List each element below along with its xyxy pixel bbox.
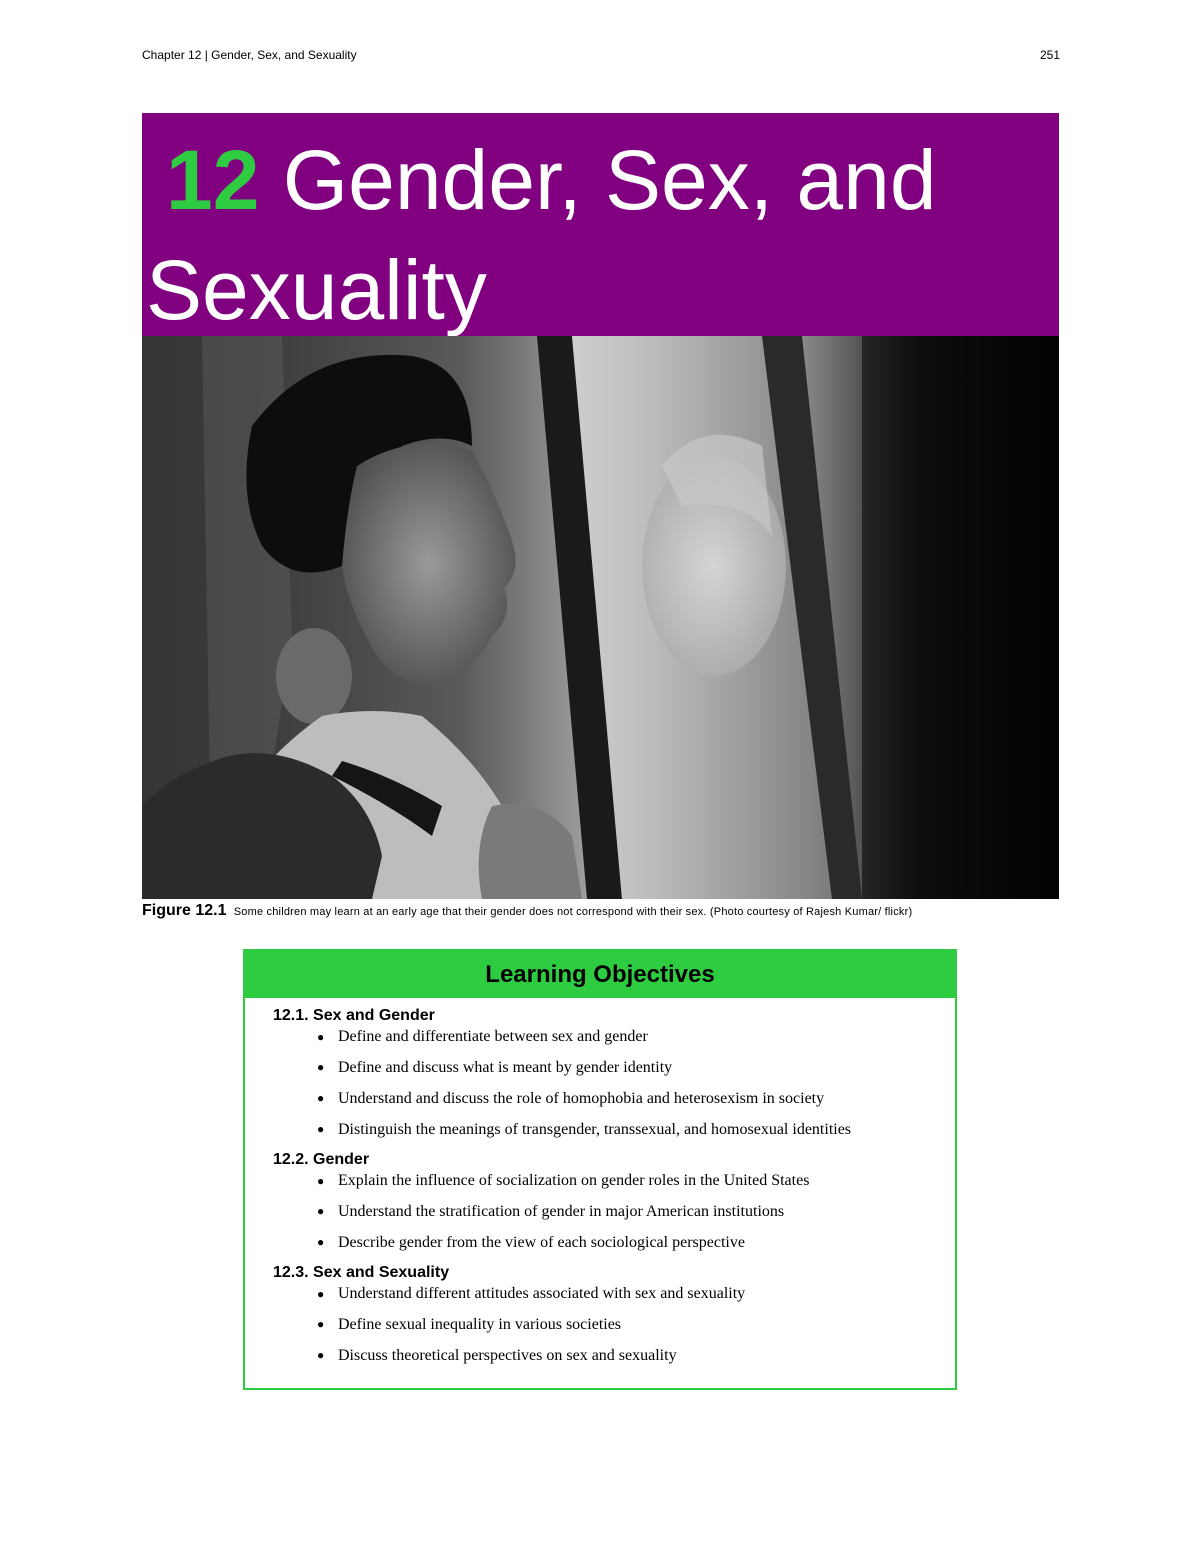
- objective-text: Describe gender from the view of each sociological perspective: [338, 1234, 745, 1251]
- learning-objectives-heading: Learning Objectives: [245, 951, 955, 998]
- objective-text: Define sexual inequality in various societies: [338, 1316, 622, 1333]
- objective-text: Define and differentiate between sex and gender: [338, 1028, 648, 1045]
- figure-caption: [142, 904, 1042, 919]
- bullet-icon: ●: [317, 1317, 325, 1331]
- objective-item: [313, 1052, 955, 1083]
- bullet-icon: ●: [317, 1122, 325, 1136]
- objective-item: [313, 1083, 955, 1114]
- objective-item: [313, 1283, 955, 1305]
- objective-section-title: 12.1. Sex and Gender: [273, 1007, 435, 1024]
- page-number: 251: [1039, 48, 1060, 62]
- objective-section: [273, 1006, 955, 1145]
- objective-item: [313, 1114, 955, 1145]
- objective-section: [273, 1150, 955, 1258]
- objective-text: Define and discuss what is meant by gender identity: [338, 1059, 673, 1076]
- objective-text: Understand different attitudes associated with sex and sexuality: [338, 1285, 746, 1302]
- bullet-icon: ●: [317, 1091, 325, 1105]
- chapter-title-banner: [142, 113, 1059, 336]
- bullet-icon: ●: [317, 1030, 325, 1044]
- objective-item: [313, 1227, 955, 1258]
- objective-text: Distinguish the meanings of transgender, transsexual, and homosexual identities: [338, 1121, 852, 1138]
- bullet-icon: ●: [317, 1204, 325, 1218]
- learning-objectives-box: [243, 949, 957, 1390]
- bullet-icon: ●: [317, 1287, 325, 1301]
- objective-item: [313, 1026, 955, 1048]
- objective-text: Understand the stratification of gender in major American institutions: [338, 1203, 785, 1220]
- chapter-photo: [142, 336, 1059, 899]
- objective-text: Explain the influence of socialization on gender roles in the United States: [338, 1172, 810, 1189]
- bullet-icon: ●: [317, 1348, 325, 1362]
- chapter-number: 12: [166, 133, 260, 227]
- objective-list: [273, 1026, 955, 1145]
- objective-list: [273, 1170, 955, 1258]
- objective-section-title: 12.2. Gender: [273, 1151, 370, 1168]
- chapter-title: [146, 125, 1051, 336]
- objective-section: [273, 1263, 955, 1371]
- child-at-window-image: [142, 336, 1059, 899]
- objective-item: [313, 1340, 955, 1371]
- bullet-icon: ●: [317, 1060, 325, 1074]
- objective-list: [273, 1283, 955, 1371]
- objective-item: [313, 1170, 955, 1192]
- figure-caption-text: Some children may learn at an early age that their gender does not correspond with their sex. (Photo courtesy of Rajesh Kumar/ flickr): [233, 906, 913, 918]
- figure-label: Figure 12.1: [142, 902, 227, 919]
- objective-text: Understand and discuss the role of homophobia and heterosexism in society: [338, 1090, 825, 1107]
- objective-item: [313, 1196, 955, 1227]
- learning-objectives-body: [245, 998, 955, 1371]
- running-header-chapter: Chapter 12 | Gender, Sex, and Sexuality: [142, 48, 357, 62]
- running-header: [142, 48, 1060, 66]
- bullet-icon: ●: [317, 1235, 325, 1249]
- bullet-icon: ●: [317, 1174, 325, 1188]
- chapter-title-text: Gender, Sex, and Sexuality: [146, 133, 937, 336]
- objective-item: [313, 1309, 955, 1340]
- objective-section-title: 12.3. Sex and Sexuality: [273, 1264, 450, 1281]
- objective-text: Discuss theoretical perspectives on sex and sexuality: [338, 1347, 677, 1364]
